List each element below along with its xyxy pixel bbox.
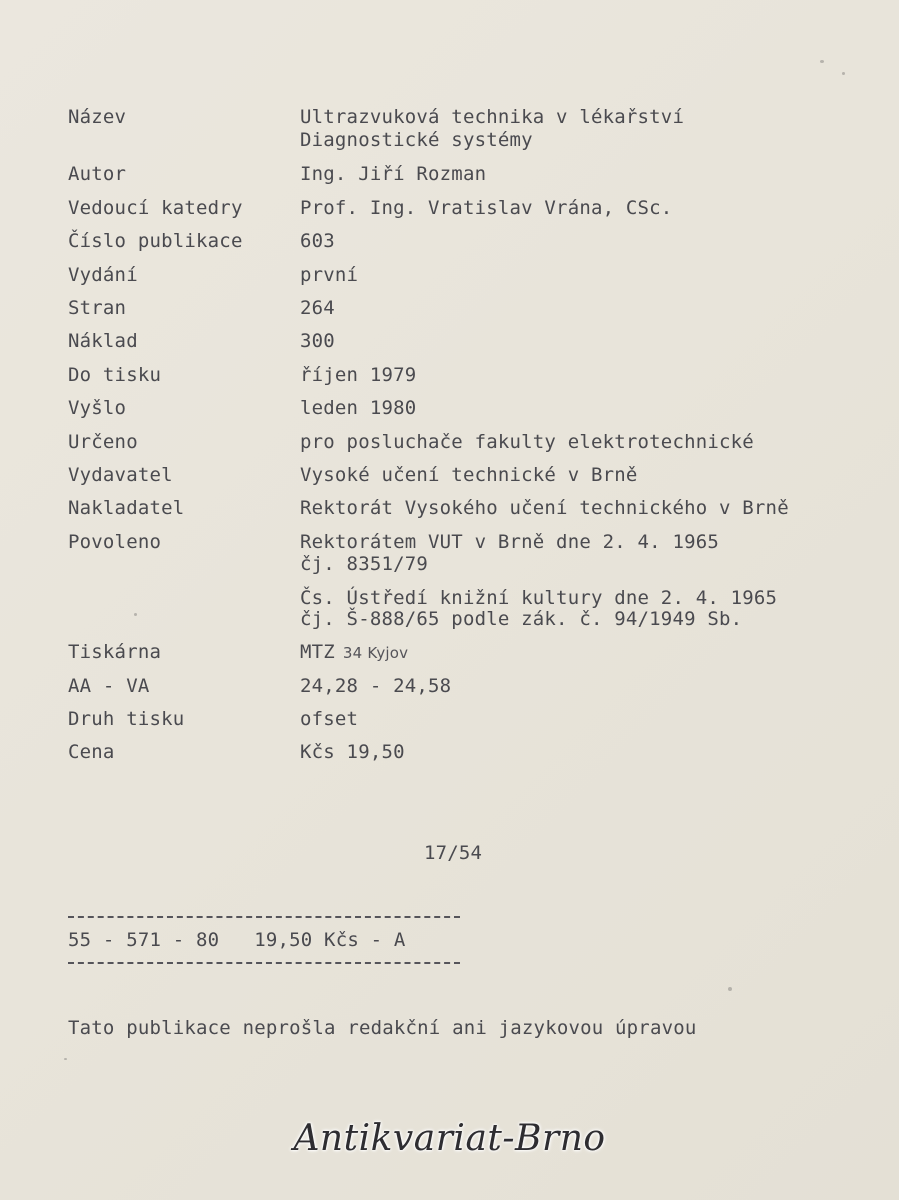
colophon-row-subtitle xyxy=(0,129,899,153)
editorial-note: Tato publikace neprošla redakční ani jazykovou úpravou xyxy=(68,1017,697,1039)
colophon-label: Vydavatel xyxy=(68,464,173,486)
colophon-label: Druh tisku xyxy=(68,708,185,730)
antikvariat-watermark: Antikvariat-Brno xyxy=(293,1118,606,1159)
colophon-label: Autor xyxy=(68,163,127,185)
colophon-row-intended xyxy=(0,431,899,455)
colophon-value: ofset xyxy=(300,708,359,730)
paper-speck xyxy=(842,72,845,75)
colophon-row-title xyxy=(0,106,899,130)
colophon-value: Čs. Ústředí knižní kultury dne 2. 4. 1965 xyxy=(300,587,778,609)
colophon-row-edition xyxy=(0,264,899,288)
colophon-label: Vedoucí katedry xyxy=(68,197,243,219)
colophon-value: 264 xyxy=(300,297,335,319)
colophon-label: Určeno xyxy=(68,431,138,453)
colophon-row-permitted xyxy=(0,531,899,555)
colophon-row-publisher xyxy=(0,464,899,488)
paper-speck xyxy=(64,1058,67,1060)
colophon-row-to-print xyxy=(0,364,899,388)
dashed-rule-bottom xyxy=(68,962,460,964)
colophon-value: Prof. Ing. Vratislav Vrána, CSc. xyxy=(300,197,673,219)
colophon-label: Cena xyxy=(68,741,115,763)
issue-number: 17/54 xyxy=(424,842,483,864)
colophon-value: první xyxy=(300,264,359,286)
colophon-row-print-run xyxy=(0,330,899,354)
colophon-label: Název xyxy=(68,106,127,128)
colophon-row-printer xyxy=(0,641,899,665)
colophon-row-sheets xyxy=(0,675,899,699)
price-code: 55 - 571 - 80 19,50 Kčs - A xyxy=(68,929,406,951)
colophon-row-publication-number xyxy=(0,230,899,254)
colophon-row-price xyxy=(0,741,899,765)
colophon-label: Do tisku xyxy=(68,364,162,386)
colophon-value: Vysoké učení technické v Brně xyxy=(300,464,638,486)
colophon-value: Rektorát Vysokého učení technického v Brně xyxy=(300,497,789,519)
handwritten-printer-note: 34 Kyjov xyxy=(342,644,409,662)
colophon-value: Ing. Jiří Rozman xyxy=(300,163,487,185)
colophon-row-permitted-line xyxy=(0,608,899,632)
colophon-row-head xyxy=(0,197,899,221)
colophon-row-author xyxy=(0,163,899,187)
colophon-row-print-type xyxy=(0,708,899,732)
printer-name: MTZ xyxy=(300,641,335,663)
colophon-value: Diagnostické systémy xyxy=(300,129,533,151)
colophon-value: 300 xyxy=(300,330,335,352)
colophon-label: Tiskárna xyxy=(68,641,162,663)
colophon-label: Číslo publikace xyxy=(68,230,243,252)
colophon-value: Kčs 19,50 xyxy=(300,741,405,763)
colophon-value: čj. Š-888/65 podle zák. č. 94/1949 Sb. xyxy=(300,608,743,630)
colophon-label: AA - VA xyxy=(68,675,150,697)
colophon-label: Náklad xyxy=(68,330,138,352)
colophon-value: 24,28 - 24,58 xyxy=(300,675,452,697)
colophon-row-published xyxy=(0,397,899,421)
colophon-value: čj. 8351/79 xyxy=(300,553,429,575)
colophon-row-permitted-line xyxy=(0,553,899,577)
paper-speck xyxy=(728,987,732,991)
colophon-label: Vyšlo xyxy=(68,397,127,419)
colophon-value: říjen 1979 xyxy=(300,364,417,386)
colophon-value: leden 1980 xyxy=(300,397,417,419)
colophon-label: Vydání xyxy=(68,264,138,286)
colophon-value: 603 xyxy=(300,230,335,252)
dashed-rule-top xyxy=(68,916,460,918)
colophon-value: pro posluchače fakulty elektrotechnické xyxy=(300,431,754,453)
paper-speck xyxy=(820,60,824,63)
colophon-value xyxy=(300,641,408,664)
colophon-label: Stran xyxy=(68,297,127,319)
colophon-value: Ultrazvuková technika v lékařství xyxy=(300,106,685,128)
colophon-row-issuer xyxy=(0,497,899,521)
colophon-label: Povoleno xyxy=(68,531,162,553)
colophon-label: Nakladatel xyxy=(68,497,185,519)
colophon-row-pages xyxy=(0,297,899,321)
colophon-value: Rektorátem VUT v Brně dne 2. 4. 1965 xyxy=(300,531,720,553)
